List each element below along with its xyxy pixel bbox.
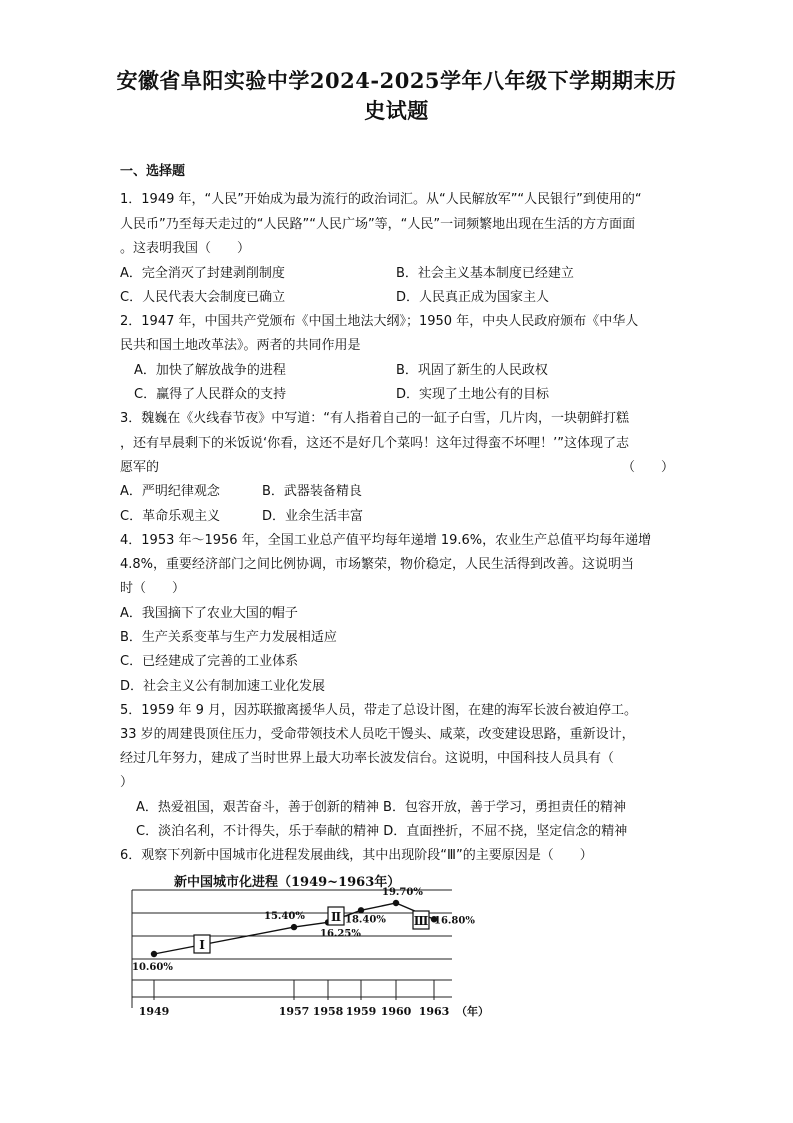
q5-line-1: 5．1959 年 9 月，因苏联撤离援华人员，带走了总设计图，在建的海军长波台被迫停工。	[120, 703, 638, 718]
data-label-1949: 10.60%	[132, 962, 173, 973]
data-label-1959: 18.40%	[345, 914, 386, 926]
q5-line-4: ）	[120, 775, 134, 790]
q1-line-2: 人民币”乃至每天走过的“人民路”“人民广场”等，“人民”一词频繁地出现在生活的方方面面	[120, 217, 636, 232]
stage-label-1: Ⅰ	[199, 938, 205, 952]
q1-option-d[interactable]: D．人民真正成为国家主人	[396, 290, 550, 305]
q3-option-b[interactable]: B．武器装备精良	[262, 484, 362, 499]
stage-label-2: Ⅱ	[330, 910, 342, 924]
data-point-1960	[393, 900, 399, 906]
q3-line-1: 3．魏巍在《火线春节夜》中写道：“有人指着自己的一缸子白雪，几片肉，一块朝鲜打糕	[120, 411, 630, 426]
q2-option-c[interactable]: C．赢得了人民群众的支持	[134, 387, 287, 402]
data-point-1957	[291, 924, 297, 930]
q4-option-d[interactable]: D．社会主义公有制加速工业化发展	[120, 679, 326, 694]
q2-option-d[interactable]: D．实现了土地公有的目标	[396, 387, 550, 402]
q3-line-3: 愿军的	[120, 460, 160, 475]
q3-option-a[interactable]: A．严明纪律观念	[120, 484, 220, 499]
stage-label-3: Ⅲ	[413, 914, 429, 928]
chart-marks	[132, 887, 489, 1018]
q4-line-1: 4．1953 年～1956 年，全国工业总产值平均每年递增 19.6%，农业生产总值平均每年递增	[120, 533, 652, 548]
q3-option-d[interactable]: D．业余生活丰富	[262, 509, 364, 524]
q1-option-a[interactable]: A．完全消灭了封建剥削制度	[120, 266, 285, 281]
q1-line-3: 。这表明我国（ ）	[120, 241, 251, 256]
section-heading: 一、选择题	[120, 164, 186, 179]
x-tick-label-1960: 1960	[380, 1005, 412, 1018]
q1-option-c[interactable]: C．人民代表大会制度已确立	[120, 290, 286, 305]
q3-answer-paren: （ ）	[622, 460, 675, 475]
q5-options-ab[interactable]: A．热爱祖国，艰苦奋斗，善于创新的精神 B．包容开放，善于学习，勇担责任的精神	[136, 800, 626, 815]
q6-line-1: 6．观察下列新中国城市化进程发展曲线，其中出现阶段“Ⅲ”的主要原因是（ ）	[120, 848, 593, 863]
x-tick-label-1949: 1949	[138, 1005, 170, 1018]
q1-option-b[interactable]: B．社会主义基本制度已经建立	[396, 266, 574, 281]
q3-line-2: ，还有早晨剩下的米饭说‘你看，这还不是好几个菜吗！这年过得蛮不坏哩！’”这体现了志	[120, 436, 630, 451]
title-line-2: 史试题	[364, 98, 429, 123]
q4-option-a[interactable]: A．我国摘下了农业大国的帽子	[120, 606, 298, 621]
x-tick-label-1957: 1957	[278, 1005, 310, 1018]
q2-line-2: 民共和国土地改革法》。两者的共同作用是	[120, 338, 361, 353]
data-label-1963: 16.80%	[434, 915, 475, 927]
data-label-1960: 19.70%	[382, 887, 423, 898]
q5-line-3: 经过几年努力，建成了当时世界上最大功率长波发信台。这说明，中国科技人员具有（	[120, 751, 615, 766]
urbanization-chart	[118, 868, 508, 1028]
q5-line-2: 33 岁的周建畏顶住压力，受命带领技术人员吃干馒头、咸菜，改变建设思路，重新设计，	[120, 727, 635, 742]
x-tick-label-1963: 1963	[418, 1005, 450, 1018]
q2-option-a[interactable]: A．加快了解放战争的进程	[134, 363, 286, 378]
chart-title: 新中国城市化进程（1949~1963年）	[174, 875, 401, 890]
data-label-1958: 16.25%	[320, 928, 361, 940]
q3-option-c[interactable]: C．革命乐观主义	[120, 509, 221, 524]
x-tick-label-1958: 1958	[312, 1005, 344, 1018]
q2-line-1: 2．1947 年，中国共产党颁布《中国土地法大纲》；1950 年，中央人民政府颁布《中华人	[120, 314, 639, 329]
q5-options-cd[interactable]: C．淡泊名利，不计得失，乐于奉献的精神 D．直面挫折，不屈不挠，坚定信念的精神	[136, 824, 628, 839]
page-title	[100, 66, 693, 126]
data-point-1949	[151, 951, 157, 957]
q1-line-1: 1．1949 年，“人民”开始成为最为流行的政治词汇。从“人民解放军”“人民银行”到使用的“	[120, 192, 642, 207]
x-axis-unit: （年）	[456, 1005, 489, 1018]
q4-line-3: 时（ ）	[120, 581, 186, 596]
x-tick-label-1959: 1959	[345, 1005, 377, 1018]
data-label-1957: 15.40%	[264, 911, 305, 923]
q4-line-2: 4.8%，重要经济部门之间比例协调，市场繁荣，物价稳定，人民生活得到改善。这说明当	[120, 557, 635, 572]
q2-option-b[interactable]: B．巩固了新生的人民政权	[396, 363, 548, 378]
data-point-1959	[358, 907, 364, 913]
q4-option-b[interactable]: B．生产关系变革与生产力发展相适应	[120, 630, 337, 645]
q4-option-c[interactable]: C．已经建成了完善的工业体系	[120, 654, 299, 669]
title-line-1: 安徽省阜阳实验中学2024-2025学年八年级下学期期末历	[116, 68, 677, 93]
